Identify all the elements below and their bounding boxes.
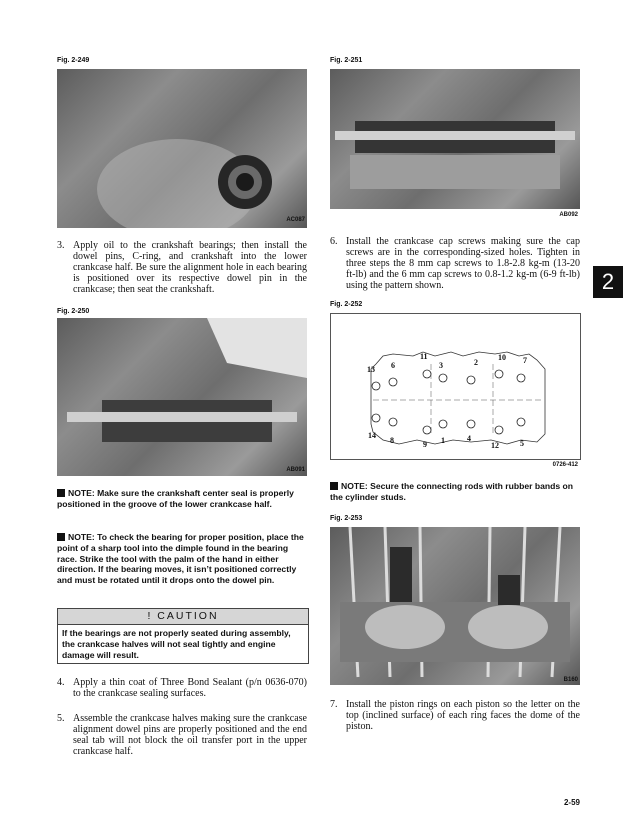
step-7-text: Install the piston rings on each piston so the letter on the top (inclined surface) of each ring faces the dome of the piston. bbox=[346, 699, 580, 732]
diagram-number: 1 bbox=[441, 436, 445, 445]
note-connecting-rods bbox=[330, 481, 580, 503]
diagram-number: 11 bbox=[420, 352, 428, 361]
step-6-number: 6. bbox=[330, 236, 338, 247]
fig-2-252-code: 0726-412 bbox=[552, 462, 578, 468]
caution-heading: ! CAUTION bbox=[58, 609, 308, 625]
step-7-number: 7. bbox=[330, 699, 338, 710]
diagram-number: 10 bbox=[498, 353, 506, 362]
piston-rings-photo bbox=[330, 527, 580, 685]
diagram-number: 9 bbox=[423, 440, 427, 449]
diagram-number: 2 bbox=[474, 358, 478, 367]
diagram-number: 14 bbox=[368, 431, 376, 440]
step-5-text: Assemble the crankcase halves making sure the crankcase alignment dowel pins are properly positioned and the end seal tab will not block the oil transfer port in the upper crankcase half. bbox=[73, 713, 307, 757]
note-bearing-position bbox=[57, 532, 307, 586]
fig-2-250-code: AB091 bbox=[286, 467, 305, 473]
bolt-hole-circles bbox=[372, 370, 525, 434]
fig-2-252-label: Fig. 2-252 bbox=[330, 301, 363, 308]
crankshaft-install-photo bbox=[57, 318, 307, 476]
bearing-seal-photo bbox=[57, 69, 307, 228]
diagram-number: 6 bbox=[391, 361, 395, 370]
step-7 bbox=[330, 699, 580, 732]
step-6 bbox=[330, 236, 580, 291]
fig-2-253-code: B160 bbox=[563, 677, 578, 683]
step-4 bbox=[57, 677, 307, 699]
diagram-number: 12 bbox=[491, 441, 499, 450]
note-crankshaft-seal-text: NOTE: Make sure the crankshaft center seal is properly positioned in the groove of the lower crankcase half. bbox=[57, 488, 294, 509]
tightening-pattern-diagram bbox=[330, 313, 581, 460]
fig-2-250-label: Fig. 2-250 bbox=[57, 308, 90, 315]
note-connecting-rods-text: NOTE: Secure the connecting rods with rubber bands on the cylinder studs. bbox=[330, 481, 574, 502]
step-3-number: 3. bbox=[57, 240, 65, 251]
diagram-number: 7 bbox=[523, 356, 527, 365]
step-4-number: 4. bbox=[57, 677, 65, 688]
note-bullet-icon bbox=[330, 482, 338, 490]
diagram-number: 4 bbox=[467, 434, 471, 443]
fig-2-251-label: Fig. 2-251 bbox=[330, 57, 363, 64]
step-4-text: Apply a thin coat of Three Bond Sealant (p/n 0636-070) to the crankcase sealing surfaces. bbox=[73, 677, 307, 699]
crankshaft-illustration bbox=[57, 318, 307, 476]
step-5-number: 5. bbox=[57, 713, 65, 724]
step-3-text: Apply oil to the crankshaft bearings; then install the dowel pins, C-ring, and crankshaft into the lower crankcase half. Be sure the alignment hole in each bearing is positioned over its respective dowel pin in the crankcase; then seat the crankshaft. bbox=[73, 240, 307, 295]
fig-2-249-code: AC087 bbox=[286, 217, 305, 223]
pistons-illustration bbox=[330, 527, 580, 685]
chapter-tab: 2 bbox=[593, 266, 623, 298]
diagram-number: 13 bbox=[367, 365, 375, 374]
note-bearing-position-text: NOTE: To check the bearing for proper position, place the point of a sharp tool into the dimple found in the bearing race. Strike the tool with the palm of the hand in either direction. If the bearing moves, it isn’t positioned correctly and must be rotated until it drops onto the dowel pin. bbox=[57, 532, 304, 586]
page-number: 2-59 bbox=[563, 798, 580, 807]
caution-box bbox=[57, 608, 309, 664]
note-crankshaft-seal bbox=[57, 488, 307, 510]
step-6-text: Install the crankcase cap screws making sure the cap screws are in the corresponding-sized holes. Tighten in three steps the 8 mm cap screws to 1.8-2.8 kg-m (13-20 ft-lb) and the 6 mm cap screws to 0.8-1.2 kg-m (6-9 ft-lb) using the pattern shown. bbox=[346, 236, 580, 291]
step-5 bbox=[57, 713, 307, 757]
crankcase-lower-photo bbox=[330, 69, 580, 209]
diagram-number: 5 bbox=[520, 439, 524, 448]
diagram-number: 3 bbox=[439, 361, 443, 370]
fig-2-253-label: Fig. 2-253 bbox=[330, 515, 363, 522]
note-bullet-icon bbox=[57, 489, 65, 497]
crankcase-illustration bbox=[330, 69, 580, 209]
crankcase-outline-diagram bbox=[331, 314, 580, 459]
caution-body: If the bearings are not properly seated during assembly, the crankcase halves will not seal tightly and engine damage will result. bbox=[62, 628, 291, 660]
bearing-seal-illustration bbox=[57, 69, 307, 228]
note-bullet-icon bbox=[57, 533, 65, 541]
fig-2-249-label: Fig. 2-249 bbox=[57, 57, 90, 64]
step-3 bbox=[57, 240, 307, 295]
diagram-number: 8 bbox=[390, 436, 394, 445]
fig-2-251-code: AB092 bbox=[559, 212, 578, 218]
